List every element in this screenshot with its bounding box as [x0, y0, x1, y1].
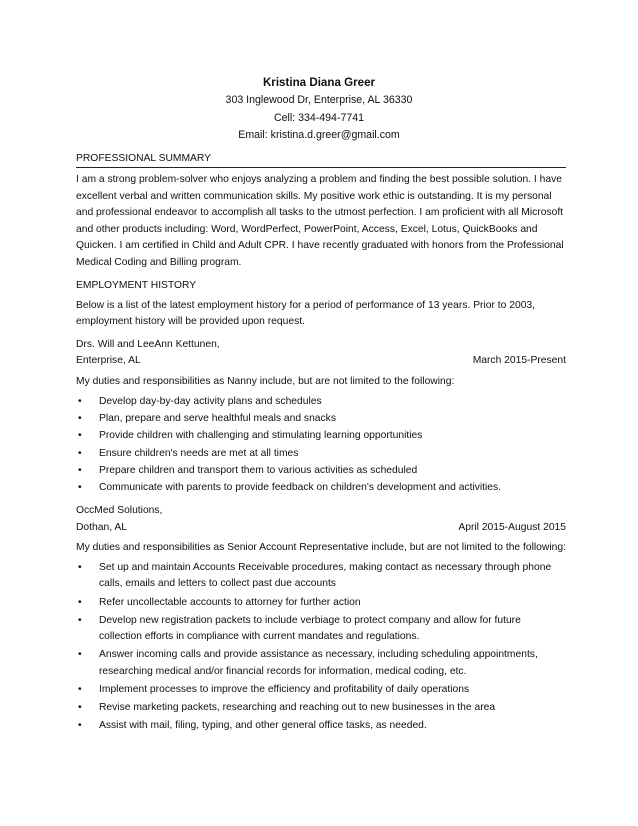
bullet: •: [78, 614, 82, 626]
job-duties-intro: My duties and responsibilities as Nanny include, but are not limited to the following:: [76, 375, 455, 387]
job-entry: [76, 337, 566, 497]
job-duties-intro: My duties and responsibilities as Senior Account Representative include, but are not limited to the following:: [76, 542, 566, 554]
job-employer: Drs. Will and LeeAnn Kettunen,: [76, 338, 220, 350]
bullet: •: [78, 447, 82, 459]
bullet: •: [78, 412, 82, 424]
bullet: •: [78, 702, 82, 714]
bullet: •: [78, 649, 82, 661]
bullet: •: [78, 395, 82, 407]
list-item: • Plan, prepare and serve healthful meals and snacks: [76, 411, 566, 428]
job-entry: [76, 503, 566, 735]
job-location-row: [76, 353, 566, 370]
list-item: • Communicate with parents to provide feedback on children's development and activities.: [76, 480, 566, 497]
list-item: • Revise marketing packets, researching and reaching out to new businesses in the area: [76, 700, 566, 717]
bullet: •: [78, 482, 82, 494]
candidate-name: Kristina Diana Greer: [262, 76, 376, 89]
job-dates: March 2015-Present: [472, 355, 566, 367]
resume-header: [0, 74, 638, 145]
candidate-email: Email: kristina.d.greer@gmail.com: [238, 129, 400, 141]
list-item: • Refer uncollectable accounts to attorney for further action: [76, 595, 566, 612]
bullet: •: [78, 596, 82, 608]
summary-text: I am a strong problem-solver who enjoys analyzing a problem and finding the best possible solution. I have excellent verbal and written communication skills. My positive work ethic is outstanding. It is my personal and professional endeavor to accomplish all tasks to the utmost perfection. I am proficient with all Microsoft and other products including: Word, WordPerfect, PowerPoint, Access, Excel, Lotus, QuickBooks and Quicken. I am certified in Child and Adult CPR. I have recently graduated with honors from the Professional Medical Coding and Billing program.: [76, 174, 564, 268]
list-item: • Assist with mail, filing, typing, and other general office tasks, as needed.: [76, 718, 566, 735]
employment-intro: Below is a list of the latest employment history for a period of performance of 13 years. Prior to 2003, employment history will be provided upon request.: [76, 299, 536, 328]
summary-heading: PROFESSIONAL SUMMARY: [76, 150, 566, 168]
bullet: •: [78, 561, 82, 573]
list-item: • Prepare children and transport them to various activities as scheduled: [76, 463, 566, 480]
list-item: • Provide children with challenging and stimulating learning opportunities: [76, 428, 566, 445]
job-location-row: [76, 520, 566, 537]
job-employer: OccMed Solutions,: [76, 505, 163, 517]
bullet: •: [78, 465, 82, 477]
bullet: •: [78, 430, 82, 442]
job-dates: April 2015-August 2015: [458, 521, 566, 533]
job-location: Dothan, AL: [76, 521, 127, 533]
job-duties-list: [76, 560, 566, 735]
bullet: •: [78, 684, 82, 696]
job-location: Enterprise, AL: [76, 355, 141, 367]
candidate-address: 303 Inglewood Dr, Enterprise, AL 36330: [225, 94, 413, 106]
list-item: • Answer incoming calls and provide assistance as necessary, including scheduling appointments, researching medical and/or financial records for information, medical coding, etc.: [78, 649, 538, 677]
list-item: • Ensure children's needs are met at all times: [76, 446, 566, 463]
list-item: • Set up and maintain Accounts Receivable procedures, making contact as necessary through phone calls, emails and letters to collect past due accounts: [78, 561, 552, 590]
bullet: •: [78, 720, 82, 732]
list-item: • Develop day-by-day activity plans and schedules: [76, 394, 566, 411]
resume-body: [76, 150, 566, 735]
list-item: • Implement processes to improve the efficiency and profitability of daily operations: [76, 682, 566, 699]
job-duties-list: [76, 394, 566, 498]
candidate-phone: Cell: 334-494-7741: [273, 111, 365, 124]
list-item: • Develop new registration packets to include verbiage to protect company and allow for future collection efforts in compliance with current mandates and regulations.: [78, 614, 521, 643]
employment-heading: EMPLOYMENT HISTORY: [76, 279, 197, 291]
